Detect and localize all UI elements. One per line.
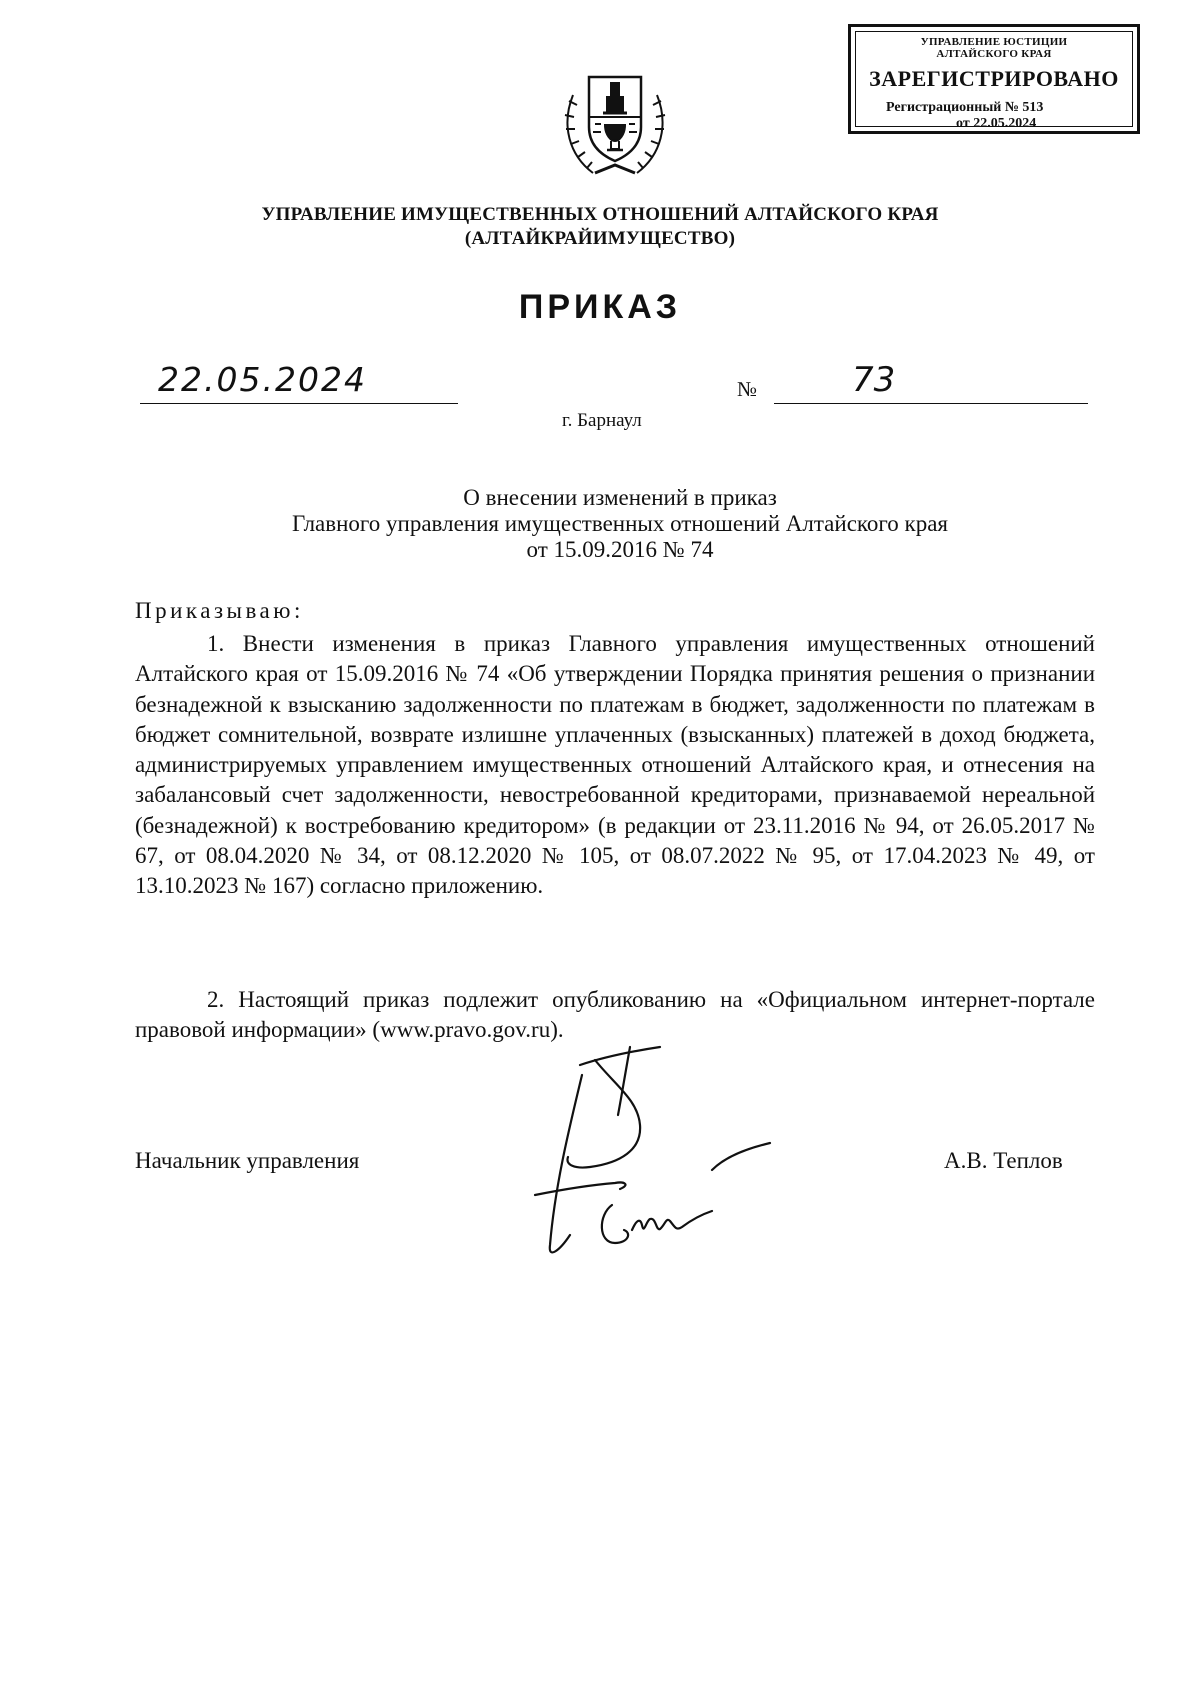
document-type: ПРИКАЗ	[518, 288, 682, 326]
subject-line2: Главного управления имущественных отношений Алтайского края	[292, 511, 948, 536]
number-underline	[774, 403, 1088, 404]
date-underline	[140, 403, 458, 404]
subject-line1: О внесении изменений в приказ	[463, 485, 777, 510]
number-sign: №	[737, 377, 758, 401]
paragraph-1	[135, 629, 1095, 902]
subject-line3: от 15.09.2016 № 74	[526, 537, 714, 562]
coat-of-arms-icon	[555, 55, 675, 180]
org-short-name: (АЛТАЙКРАЙИМУЩЕСТВО)	[464, 228, 736, 249]
signatory-name: А.В. Теплов	[944, 1148, 1063, 1173]
document-date: 22.05.2024	[158, 360, 367, 399]
stamp-reg-number: Регистрационный № 513	[886, 100, 1044, 115]
stamp-reg-date: от 22.05.2024	[956, 116, 1037, 131]
stamp-title: ЗАРЕГИСТРИРОВАНО	[869, 66, 1119, 91]
signatory-position: Начальник управления	[135, 1148, 360, 1173]
stamp-inner-border	[855, 31, 1133, 131]
org-name: УПРАВЛЕНИЕ ИМУЩЕСТВЕННЫХ ОТНОШЕНИЙ АЛТАЙСКОГО КРАЯ	[261, 204, 939, 225]
document-number: 73	[852, 360, 896, 400]
registration-stamp	[848, 24, 1140, 134]
order-word: Приказываю:	[135, 598, 304, 623]
stamp-org-line2: АЛТАЙСКОГО КРАЯ	[936, 48, 1052, 60]
city: г. Барнаул	[562, 410, 642, 431]
handwritten-signature	[520, 1045, 820, 1285]
paragraph-1-text: 1. Внести изменения в приказ Главного управления имущественных отношений Алтайского края от 15.09.2016 № 74 «Об утверждении Порядка принятия решения о признании безнадежной к взысканию задолженности по платежам в бюджет, задолженности по платежам в бюджет сомнительной, возврате излишне уплаченных (взысканных) платежей в доход бюджета, администрируемых управлением имущественных отношений Алтайского края, и отнесения на забалансовый счет задолженности, невостребованной кредиторами, признаваемой нереальной (безнадежной) к востребованию кредитором» (в редакции от 23.11.2016 № 94, от 26.05.2017 № 67, от 08.04.2020 № 34, от 08.12.2020 № 105, от 08.07.2022 № 95, от 17.04.2023 № 49, от 13.10.2023 № 167) согласно приложению.	[135, 631, 1095, 899]
paragraph-2-text: 2. Настоящий приказ подлежит опубликованию на «Официальном интернет-портале правовой информации» (www.pravo.gov.ru).	[135, 987, 1095, 1043]
paragraph-2	[135, 985, 1095, 1046]
stamp-org-line1: УПРАВЛЕНИЕ ЮСТИЦИИ	[920, 36, 1068, 48]
